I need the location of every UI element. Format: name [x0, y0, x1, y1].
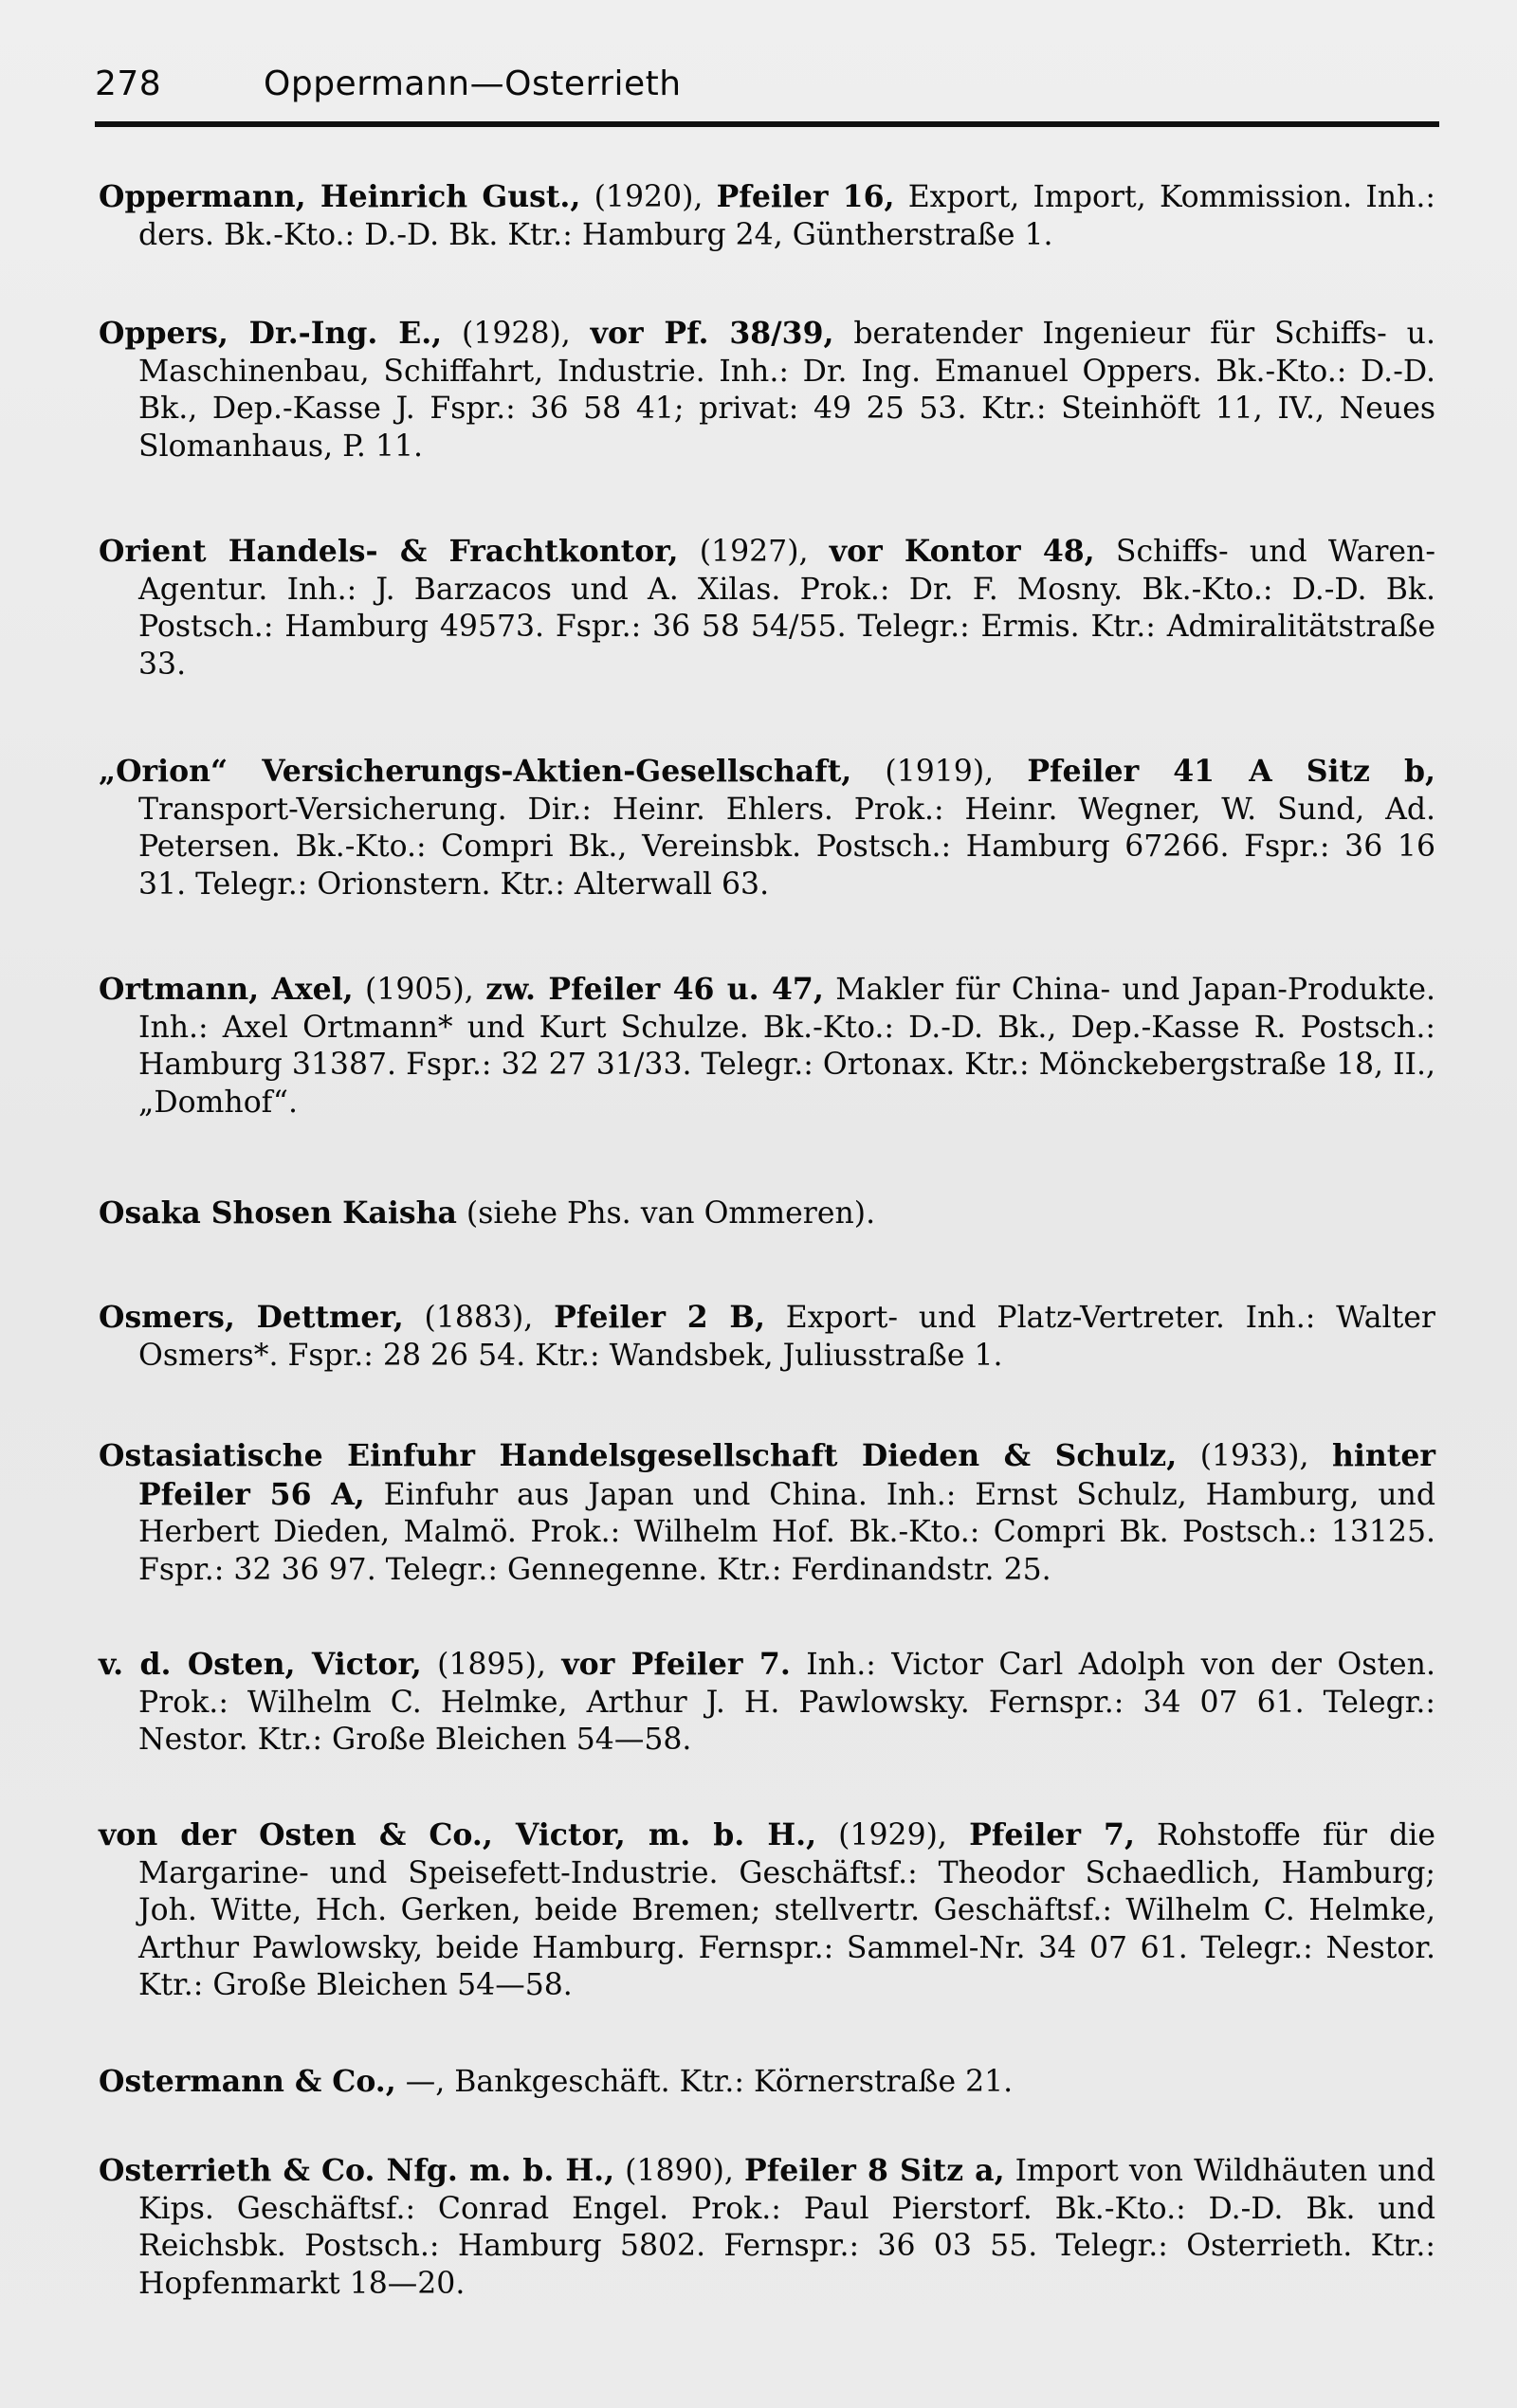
entry-text: [99, 1299, 1435, 1375]
entry-details: Schiffs- und Waren-Agentur. Inh.: J. Barzacos und A. Xilas. Prok.: Dr. F. Mosny. Bk.-Kto.: D.-D. Bk. Postsch.: Hamburg 49573. Fspr.: 36 58 54/55. Telegr.: Ermis. Ktr.: Admiralitätstraße 33.: [138, 535, 1435, 682]
entry-details: Import von Wildhäuten und Kips. Geschäftsf.: Conrad Engel. Prok.: Paul Pierstorf. Bk.-Kto.: D.-D. Bk. und Reichsbk. Postsch.: Hamburg 5802. Fernspr.: 36 03 55. Telegr.: Osterrieth. Ktr.: Hopfenmarkt 18—20.: [138, 2154, 1436, 2301]
directory-entry: [99, 1299, 1435, 1375]
directory-entry: [99, 315, 1435, 465]
entry-name: Oppermann, Heinrich Gust.,: [99, 179, 581, 214]
entry-name: von der Osten & Co., Victor, m. b. H.,: [99, 1817, 817, 1852]
entry-location: Pfeiler 41 A Sitz b,: [1027, 754, 1435, 789]
entry-location: vor Pf. 38/39,: [590, 316, 834, 351]
entry-details: Export- und Platz-Vertreter. Inh.: Walter Osmers*. Fspr.: 28 26 54. Ktr.: Wandsbek, Juliusstraße 1.: [138, 1301, 1435, 1373]
entry-year: (1890),: [614, 2154, 745, 2188]
entry-text: [99, 2063, 1435, 2102]
entry-details: Export, Import, Kommission. Inh.: ders. Bk.-Kto.: D.-D. Bk. Ktr.: Hamburg 24, Güntherstraße 1.: [138, 180, 1435, 252]
entry-year: (1933),: [1177, 1439, 1333, 1473]
entry-text: [99, 971, 1435, 1122]
entry-year: (1919),: [851, 755, 1028, 789]
entry-text: [99, 2152, 1435, 2303]
entry-location: Pfeiler 16,: [716, 179, 895, 214]
entry-year: (1928),: [442, 317, 591, 351]
entry-location: vor Kontor 48,: [829, 534, 1095, 569]
entry-text: [99, 533, 1435, 684]
entry-text: [99, 178, 1435, 254]
directory-entry: [99, 2063, 1435, 2102]
entry-name: Oppers, Dr.-Ing. E.,: [99, 316, 443, 351]
directory-entry: [99, 1195, 1435, 1233]
page-header: [95, 64, 1441, 121]
entry-location: Pfeiler 8 Sitz a,: [744, 2153, 1005, 2188]
entry-location: Pfeiler 2 B,: [554, 1300, 765, 1335]
entry-year: (1895),: [421, 1648, 562, 1682]
entry-crossref: (siehe Phs. van Ommeren).: [456, 1196, 876, 1231]
entry-details: Makler für China- und Japan-Produkte. Inh.: Axel Ortmann* und Kurt Schulze. Bk.-Kto.: D.-D. Bk., Dep.-Kasse R. Postsch.: Hamburg 31387. Fspr.: 32 27 31/33. Telegr.: Ortonax. Ktr.: Mönckebergstraße 18, II., „Domhof“.: [138, 973, 1435, 1120]
entry-location: hinter Pfeiler 56 A,: [138, 1438, 1435, 1512]
entry-name: Osaka Shosen Kaisha: [99, 1195, 457, 1231]
entry-details: Transport-Versicherung. Dir.: Heinr. Ehlers. Prok.: Heinr. Wegner, W. Sund, Ad. Petersen. Bk.-Kto.: Compri Bk., Vereinsbk. Postsch.: Hamburg 67266. Fspr.: 36 16 31. Telegr.: Orionstern. Ktr.: Alterwall 63.: [138, 792, 1435, 902]
directory-entry: [99, 178, 1435, 254]
directory-entry: [99, 753, 1435, 903]
entry-year: (1905),: [353, 973, 486, 1007]
entry-location: vor Pfeiler 7.: [561, 1647, 791, 1682]
entry-location: Pfeiler 7,: [969, 1817, 1135, 1852]
entry-details: Inh.: Victor Carl Adolph von der Osten. Prok.: Wilhelm C. Helmke, Arthur J. H. Pawlowsky. Fernspr.: 34 07 61. Telegr.: Nestor. Ktr.: Große Bleichen 54—58.: [138, 1648, 1435, 1758]
entry-text: [99, 753, 1435, 903]
entry-location: zw. Pfeiler 46 u. 47,: [485, 972, 824, 1007]
entry-details: beratender Ingenieur für Schiffs- u. Maschinenbau, Schiffahrt, Industrie. Inh.: Dr. Ing. Emanuel Oppers. Bk.-Kto.: D.-D. Bk., Dep.-Kasse J. Fspr.: 36 58 41; privat: 49 25 53. Ktr.: Steinhöft 11, IV., Neues Slomanhaus, P. 11.: [138, 317, 1435, 464]
entry-name: Ostasiatische Einfuhr Handelsgesellschaft Dieden & Schulz,: [99, 1438, 1178, 1473]
entry-name: v. d. Osten, Victor,: [99, 1647, 422, 1682]
entry-year: (1883),: [403, 1301, 555, 1335]
entry-text: [99, 1816, 1435, 2005]
directory-entry: [99, 1437, 1435, 1589]
directory-entry: [99, 1816, 1435, 2005]
directory-entry: [99, 971, 1435, 1122]
page-number: 278: [95, 64, 162, 103]
entry-year: (1929),: [816, 1818, 970, 1852]
entry-name: Osterrieth & Co. Nfg. m. b. H.,: [99, 2153, 615, 2188]
entry-details: —, Bankgeschäft. Ktr.: Körnerstraße 21.: [395, 2065, 1014, 2099]
entry-text: [99, 315, 1435, 465]
entry-text: [99, 1646, 1435, 1760]
entry-name: Ostermann & Co.,: [99, 2064, 396, 2099]
entry-name: „Orion“ Versicherungs-Aktien-Gesellschaft,: [99, 754, 852, 789]
header-rule: [95, 121, 1439, 127]
entry-year: (1920),: [580, 180, 717, 214]
entry-name: Ortmann, Axel,: [99, 972, 354, 1007]
entry-details: Rohstoffe für die Margarine- und Speisefett-Industrie. Geschäftsf.: Theodor Schaedlich, Hamburg; Joh. Witte, Hch. Gerken, beide Bremen; stellvertr. Geschäftsf.: Wilhelm C. Helmke, Arthur Pawlowsky, beide Hamburg. Fernspr.: Sammel-Nr. 34 07 61. Telegr.: Nestor. Ktr.: Große Bleichen 54—58.: [138, 1818, 1436, 2003]
entry-text: [99, 1195, 1435, 1233]
entry-name: Orient Handels- & Frachtkontor,: [99, 534, 679, 569]
entry-year: (1927),: [678, 535, 830, 569]
directory-entry: [99, 1646, 1435, 1760]
entry-name: Osmers, Dettmer,: [99, 1300, 404, 1335]
directory-entry: [99, 2152, 1435, 2303]
entry-text: [99, 1437, 1435, 1589]
entry-details: Einfuhr aus Japan und China. Inh.: Ernst Schulz, Hamburg, und Herbert Dieden, Malmö. Prok.: Wilhelm Hof. Bk.-Kto.: Compri Bk. Postsch.: 13125. Fspr.: 32 36 97. Telegr.: Gennegenne. Ktr.: Ferdinandstr. 25.: [138, 1477, 1436, 1587]
running-title: Oppermann—Osterrieth: [264, 64, 682, 103]
directory-entry: [99, 533, 1435, 684]
